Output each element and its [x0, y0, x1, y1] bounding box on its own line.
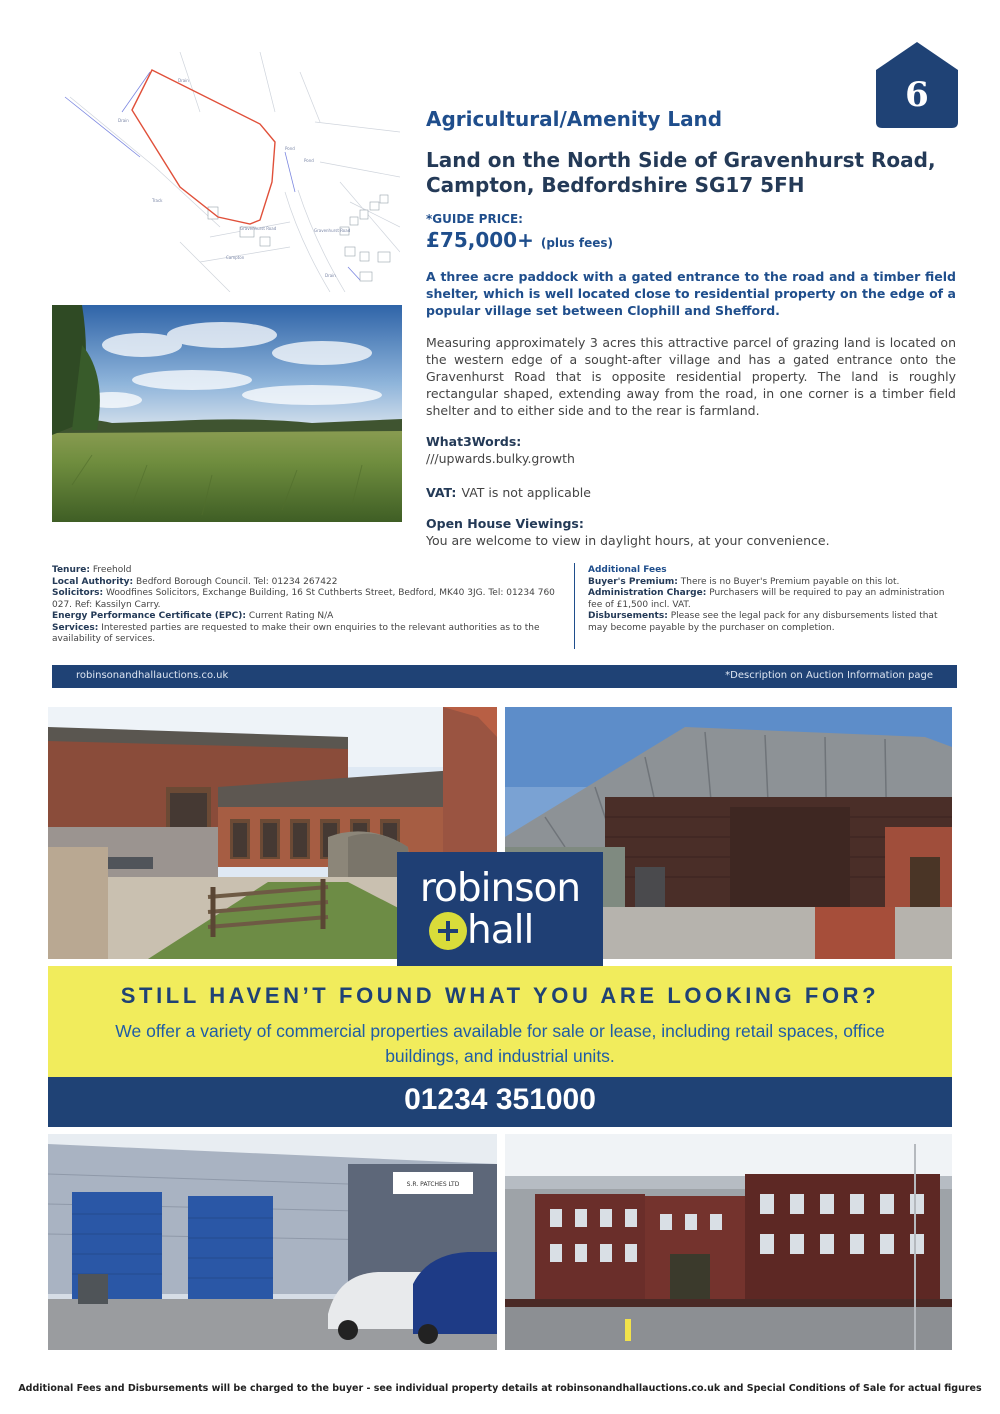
viewings-label: Open House Viewings:	[426, 516, 584, 531]
what3words-label: What3Words:	[426, 434, 522, 449]
robinson-hall-logo	[397, 852, 603, 969]
website-link[interactable]: robinsonandhallauctions.co.uk	[76, 670, 229, 681]
address-line-2: Campton, Bedfordshire SG17 5FH	[426, 173, 805, 197]
logo-text-robinson: robinson	[419, 866, 581, 911]
commercial-building-photo	[505, 1134, 952, 1350]
property-info: Tenure: Freehold Local Authority: Bedford Borough Council. Tel: 01234 267422 Solicitors: Woodfines Solicitors, Exchange Building, 16 St Cuthberts Street, Bedford, MK40 3JG. Tel: 01234 760 027. Ref: Kassilyn Carry. Energy Performance Certificate (EPC): Current Rating N/A Services: Interested parties are requested to make their own enquiries to the relevant authorities as to the availability of services.	[52, 565, 555, 644]
phone-number[interactable]: 01234 351000	[404, 1083, 596, 1116]
site-map	[60, 52, 400, 292]
svg-text:Drain: Drain	[178, 78, 189, 83]
svg-text:Drain: Drain	[118, 118, 129, 123]
price-value: £75,000+	[426, 228, 534, 252]
promo-banner	[48, 966, 952, 1077]
website-bar	[52, 665, 957, 688]
svg-text:Gravenhurst Road: Gravenhurst Road	[314, 228, 351, 233]
guide-price-label: *GUIDE PRICE:	[426, 212, 523, 226]
banner-text: We offer a variety of commercial properties available for sale or lease, including retail spaces, office buildings, and industrial units.	[115, 1021, 885, 1066]
what3words-block	[426, 433, 956, 467]
what3words-value: ///upwards.bulky.growth	[426, 451, 575, 466]
svg-text:Drain: Drain	[325, 273, 336, 278]
additional-fees-heading: Additional Fees	[588, 565, 667, 575]
description-paragraph: Measuring approximately 3 acres this attractive parcel of grazing land is located on the western edge of a sought-after village and has a gated entrance onto the Gravenhurst Road that is opposite residential property. The land is roughly rectangular shaped, extending away from the road, in one corner is a timber field shelter and to either side and to the rear is farmland.	[426, 335, 956, 418]
logo-plus-icon	[429, 912, 467, 950]
industrial-units-photo	[48, 1134, 497, 1350]
logo-text-hall: hall	[467, 908, 534, 953]
viewings-value: You are welcome to view in daylight hours, at your convenience.	[426, 533, 830, 548]
svg-text:Gravenhurst Road: Gravenhurst Road	[240, 226, 277, 231]
vat-label: VAT:	[426, 485, 457, 500]
price-note: (plus fees)	[540, 236, 614, 250]
svg-text:Pond: Pond	[304, 158, 314, 163]
viewings-block	[426, 515, 956, 549]
address-line-1: Land on the North Side of Gravenhurst Road,	[426, 148, 936, 172]
svg-text:Track: Track	[152, 198, 163, 203]
lead-paragraph: A three acre paddock with a gated entrance to the road and a timber field shelter, which is well located close to residential property on the edge of a popular village set between Clophill and Shefford.	[426, 269, 956, 318]
additional-fees: Additional Fees Buyer's Premium: There is no Buyer's Premium payable on this lot. Administration Charge: Purchasers will be required to pay an administration fee of £1,500 incl. VAT. Disbursements: Please see the legal pack for any disbursements listed that may become payable by the purchaser on completion.	[588, 565, 958, 634]
footer-note: Additional Fees and Disbursements will be charged to the buyer - see individual property details at robinsonandhallauctions.co.uk and Special Conditions of Sale for actual figures	[18, 1383, 982, 1394]
svg-text:Campton: Campton	[226, 255, 245, 260]
vat-block	[426, 482, 956, 501]
vat-value: VAT is not applicable	[461, 485, 591, 500]
svg-text:Pond: Pond	[285, 146, 295, 151]
field-photo	[52, 305, 402, 522]
banner-title: STILL HAVEN’T FOUND WHAT YOU ARE LOOKING FOR?	[120, 983, 880, 1008]
phone-bar	[48, 1077, 952, 1127]
info-divider	[574, 563, 575, 649]
unit-sign-text: S.R. PATCHES LTD	[406, 1181, 460, 1188]
guide-price	[426, 228, 956, 252]
property-category: Agricultural/Amenity Land	[426, 107, 723, 131]
lot-number: 6	[905, 75, 929, 115]
auction-info-note: *Description on Auction Information page	[725, 670, 933, 681]
property-address	[426, 148, 956, 198]
